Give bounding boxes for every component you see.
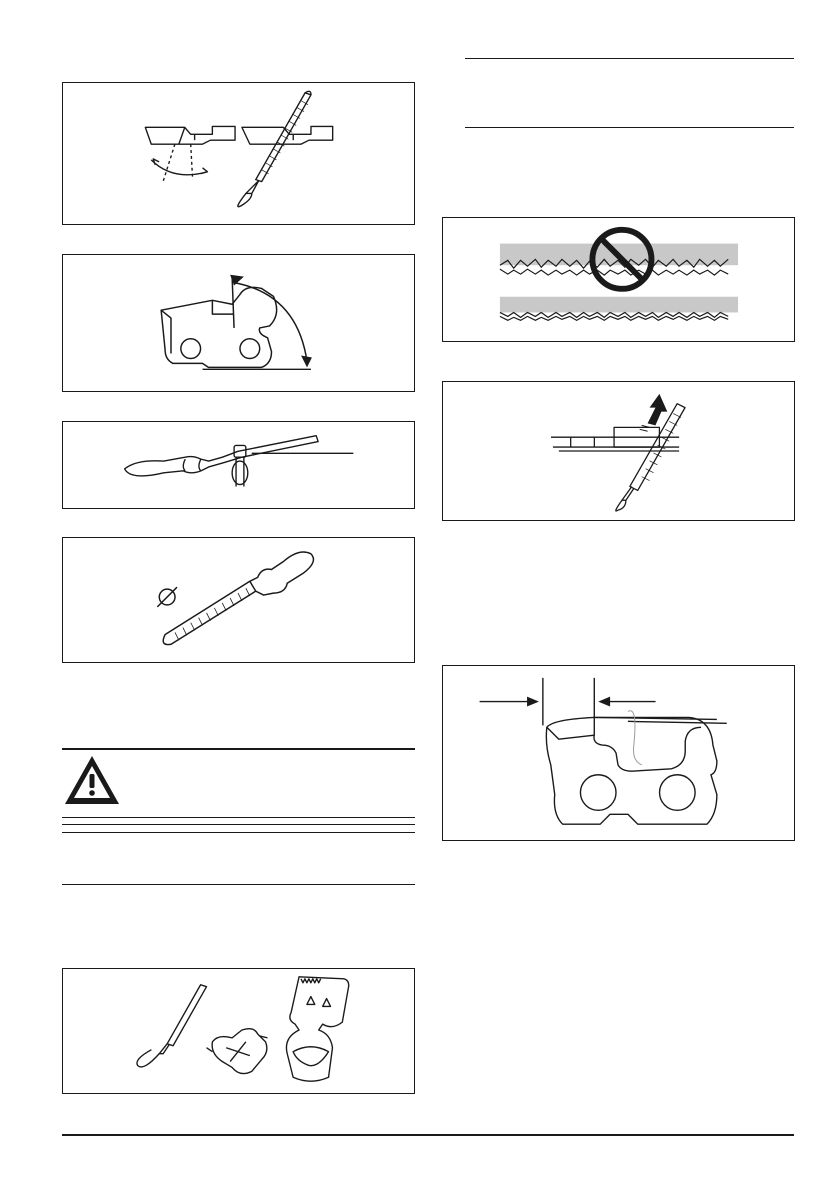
figure-sharpening-tools [62, 968, 415, 1094]
figure-chain-compare [442, 217, 795, 342]
file-diameter-illustration [63, 538, 414, 662]
figure-file-stroke [442, 381, 795, 521]
right-top-rule-lower [465, 127, 794, 128]
warning-top-rule [62, 748, 415, 750]
right-top-rule [465, 58, 794, 59]
figure-file-holder [62, 421, 415, 509]
warning-bottom-rule [62, 817, 415, 818]
warning-triangle-icon [62, 752, 122, 808]
note-top-rule-b [62, 832, 415, 833]
footer-rule [62, 1134, 794, 1136]
note-bottom-rule [62, 884, 415, 885]
chain-comparison-illustration [443, 218, 794, 341]
sharpening-tools-illustration [63, 969, 414, 1093]
file-angle-illustration [63, 83, 414, 224]
figure-cutter-angle [62, 254, 415, 392]
depth-gauge-setting-illustration [443, 666, 794, 840]
note-top-rule-a [62, 824, 415, 825]
figure-file-diameter [62, 537, 415, 663]
figure-file-angle [62, 82, 415, 225]
cutter-angle-illustration [63, 255, 414, 391]
file-stroke-direction-illustration [443, 382, 794, 520]
figure-depth-gauge [442, 665, 795, 841]
file-holder-illustration [63, 422, 414, 508]
